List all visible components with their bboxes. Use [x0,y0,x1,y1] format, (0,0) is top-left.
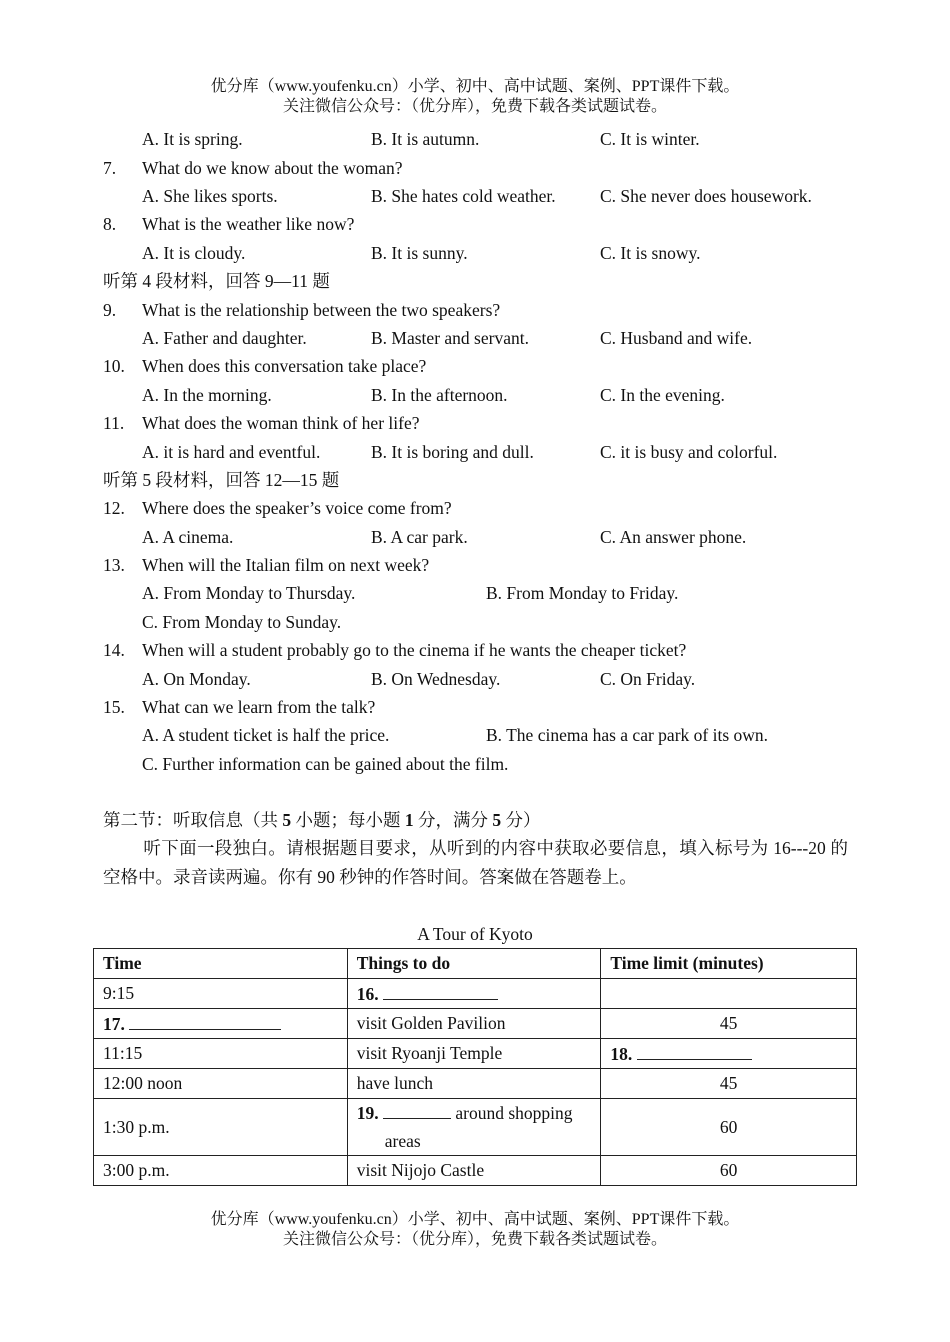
question-text: What does the woman think of her life? [142,413,420,433]
cell-thing: visit Nijojo Castle [347,1156,601,1186]
cell-blank-18[interactable] [601,1039,857,1069]
option-b: B. A car park. [371,527,468,547]
question-number: 15. [103,697,125,717]
answer-blank[interactable] [129,1013,281,1030]
q6-option-b: B. It is autumn. [371,129,480,149]
option-b: B. On Wednesday. [371,669,501,689]
cell-time: 11:15 [94,1039,348,1069]
option-c: C. In the evening. [600,385,725,405]
option-a: A. It is cloudy. [142,243,246,263]
header-line-2: 关注微信公众号：（优分库），免费下载各类试题试卷。 [282,98,667,115]
table-row [94,1069,857,1099]
question-number: 12. [103,498,125,518]
option-a: A. it is hard and eventful. [142,442,321,462]
option-b: B. It is boring and dull. [371,442,534,462]
answer-blank[interactable] [383,983,498,1000]
table-row [94,1099,857,1156]
footer-line-2: 关注微信公众号：（优分库），免费下载各类试题试卷。 [282,1231,667,1248]
cell-limit: 45 [601,1069,857,1099]
section-2-instructions [103,834,848,892]
table-row [94,1009,857,1039]
cell-thing: visit Golden Pavilion [347,1009,601,1039]
table-row [94,979,857,1009]
cell-blank-17[interactable] [94,1009,348,1039]
option-c: C. From Monday to Sunday. [142,612,342,632]
option-a: A. A cinema. [142,527,234,547]
option-c: C. She never does housework. [600,186,812,206]
option-b: B. She hates cold weather. [371,186,556,206]
question-text: What is the weather like now? [142,214,355,234]
table-title: A Tour of Kyoto [417,924,533,944]
option-b: B. From Monday to Friday. [486,583,679,603]
blank-number: 18. [610,1043,633,1064]
option-a: A. A student ticket is half the price. [142,725,390,745]
question-text: What do we know about the woman? [142,158,403,178]
cell-blank-19[interactable] [347,1099,601,1156]
title-suffix: 分） [501,810,541,830]
thing-text: around shopping [455,1103,573,1123]
thing-text-cont: areas [384,1131,421,1151]
cell-limit: 60 [601,1099,857,1156]
option-c: C. It is snowy. [600,243,701,263]
tour-table [93,948,857,1186]
table-header-row [94,949,857,979]
table-row [94,1039,857,1069]
question-count: 5 [282,810,292,830]
table-row [94,1156,857,1186]
option-a: A. Father and daughter. [142,328,307,348]
question-number: 13. [103,555,125,575]
blank-number: 19. [356,1103,379,1123]
header-limit: Time limit (minutes) [601,949,857,979]
question-text: Where does the speaker’s voice come from? [142,498,452,518]
page-footer [0,1210,950,1250]
option-c: C. Husband and wife. [600,328,753,348]
cell-thing: have lunch [347,1069,601,1099]
option-b: B. Master and servant. [371,328,529,348]
header-things: Things to do [347,949,601,979]
instruction-body: 听下面一段独白。请根据题目要求，从听到的内容中获取必要信息，填入标号为 16---20 的空格中。录音读两遍。你有 90 秒钟的作答时间。答案做在答题卷上。 [103,838,848,887]
blank-number: 17. [103,1013,125,1034]
option-a: A. She likes sports. [142,186,278,206]
question-text: What is the relationship between the two speakers? [142,300,501,320]
option-a: A. From Monday to Thursday. [142,583,356,603]
question-text: When will a student probably go to the cinema if he wants the cheaper ticket? [142,640,687,660]
footer-line-1: 优分库（www.youfenku.cn）小学、初中、高中试题、案例、PPT课件下载。 [210,1211,740,1228]
cell-time: 12:00 noon [94,1069,348,1099]
option-a: A. In the morning. [142,385,272,405]
cell-limit: 45 [601,1009,857,1039]
option-b: B. It is sunny. [371,243,468,263]
cell-time: 9:15 [94,979,348,1009]
instruction-text: 听第 4 段材料，回答 9—11 题 [103,271,330,291]
cell-time: 1:30 p.m. [94,1099,348,1156]
instruction-text: 听第 5 段材料，回答 12—15 题 [103,470,340,490]
cell-limit: 60 [601,1156,857,1186]
section-title-text [103,808,541,832]
question-text: What can we learn from the talk? [142,697,376,717]
blank-line [357,1099,592,1127]
option-c: C. An answer phone. [600,527,747,547]
cell-time: 3:00 p.m. [94,1156,348,1186]
option-b: B. In the afternoon. [371,385,508,405]
header-line-1: 优分库（www.youfenku.cn）小学、初中、高中试题、案例、PPT课件下载。 [210,78,740,95]
question-number: 8. [103,214,117,234]
option-b: B. The cinema has a car park of its own. [486,725,769,745]
points-each: 1 [404,810,414,830]
question-number: 7. [103,158,117,178]
option-c: C. it is busy and colorful. [600,442,778,462]
question-number: 10. [103,356,125,376]
title-prefix: 第二节：听取信息（共 [103,810,283,830]
title-mid: 小题；每小题 [291,810,405,830]
question-text: When does this conversation take place? [142,356,427,376]
q6-option-c: C. It is winter. [600,129,700,149]
question-number: 11. [103,413,125,433]
title-mid2: 分，满分 [413,810,493,830]
cell-thing: visit Ryoanji Temple [347,1039,601,1069]
answer-blank[interactable] [637,1043,752,1060]
option-c: C. On Friday. [600,669,696,689]
cell-blank-16[interactable] [347,979,601,1009]
blank-number: 16. [356,983,379,1004]
total-points: 5 [492,810,502,830]
answer-blank[interactable] [383,1102,451,1119]
option-c: C. Further information can be gained about the film. [142,754,509,774]
header-time: Time [94,949,348,979]
question-number: 14. [103,640,125,660]
cell-limit [601,979,857,1009]
question-number: 9. [103,300,117,320]
option-a: A. On Monday. [142,669,251,689]
q6-option-a: A. It is spring. [142,129,243,149]
page-header [0,77,950,117]
question-text: When will the Italian film on next week? [142,555,430,575]
